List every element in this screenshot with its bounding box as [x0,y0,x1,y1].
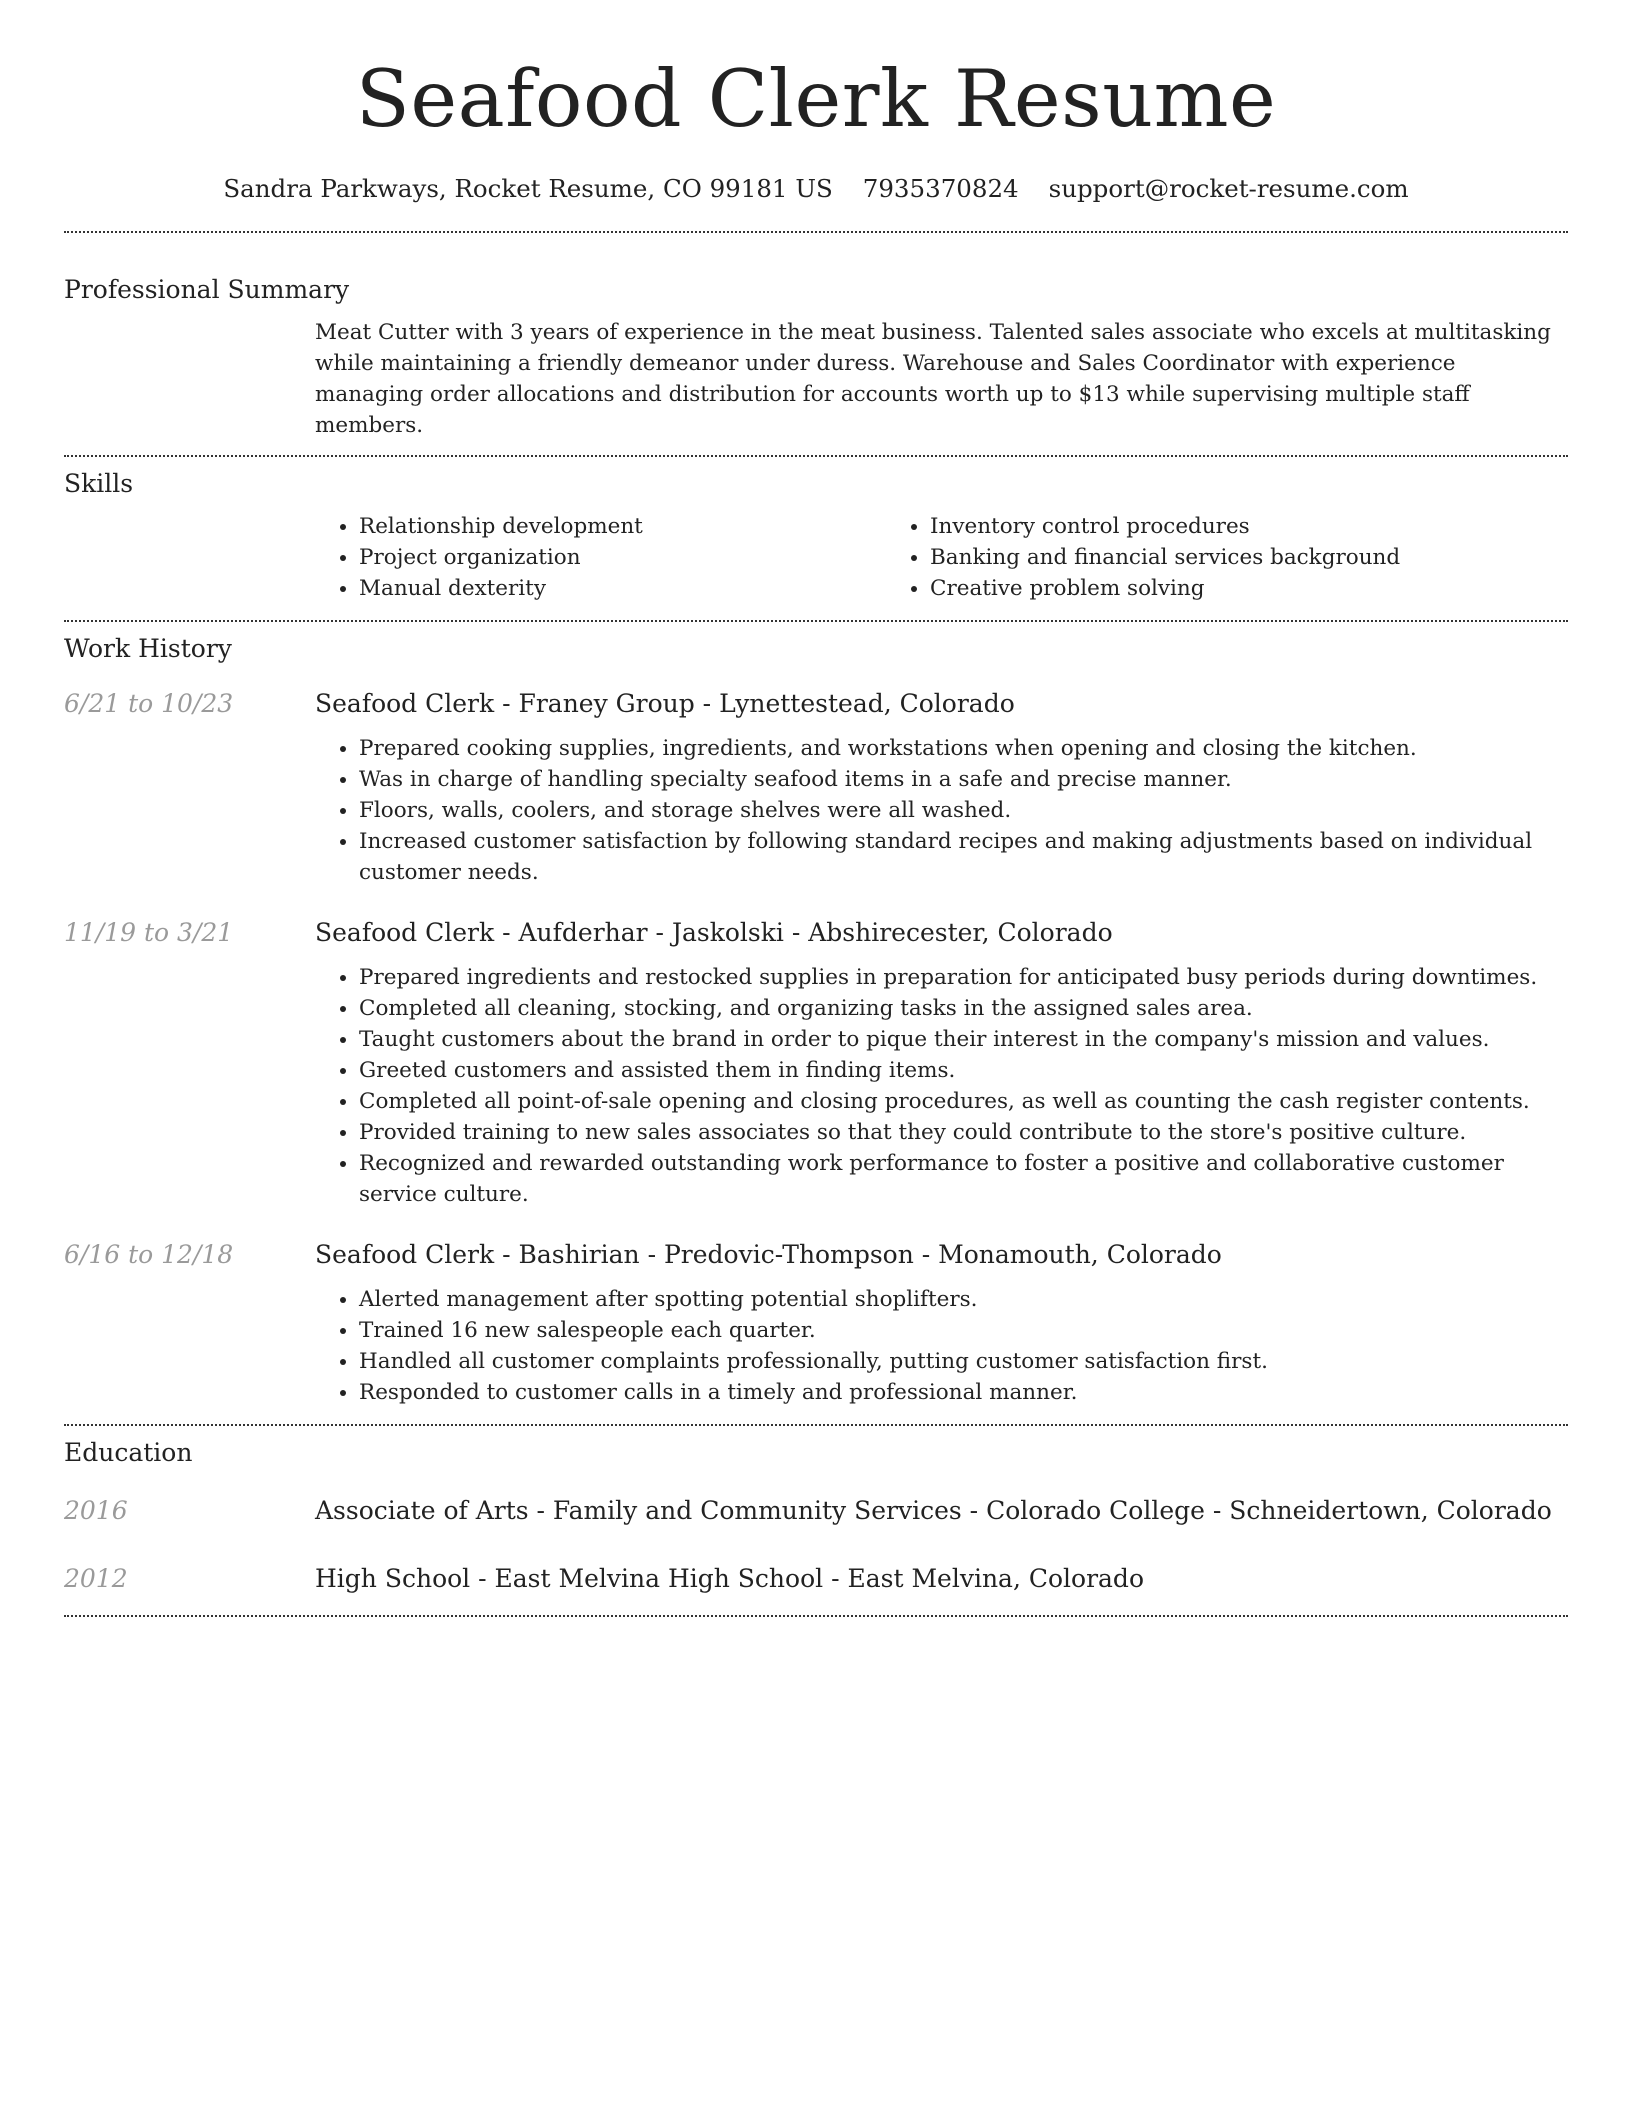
skill-item: • Creative problem solving [930,573,1568,604]
job-bullets [315,733,1568,888]
education-entry [64,1495,1568,1527]
job-entry [64,917,1568,1210]
job-bullet: • Handled all customer complaints professionally, putting customer satisfaction first. [359,1346,1568,1377]
education-year: 2016 [64,1496,128,1525]
section-title-education: Education [64,1438,193,1467]
job-bullets [315,1284,1568,1408]
contact-email: support@rocket-resume.com [1048,174,1409,203]
skills-column-1 [315,511,886,604]
job-title: Seafood Clerk - Bashirian - Predovic-Thompson - Monamouth, Colorado [315,1240,1222,1269]
summary-section [64,274,1568,441]
divider [64,1615,1568,1617]
divider [64,231,1568,233]
education-title: Associate of Arts - Family and Community Services - Colorado College - Schneidertown, Colorado [315,1496,1552,1525]
skill-item: • Project organization [359,542,886,573]
job-bullet: • Greeted customers and assisted them in finding items. [359,1055,1568,1086]
job-bullet: • Prepared cooking supplies, ingredients, and workstations when opening and closing the kitchen. [359,733,1568,764]
work-history-section [64,633,1568,1408]
job-bullet: • Trained 16 new salespeople each quarter. [359,1315,1568,1346]
summary-text: Meat Cutter with 3 years of experience in the meat business. Talented sales associate who excels at multitasking while maintaining a friendly demeanor under duress. Warehouse and Sales Coordinator with experience managing order allocations and distribution for accounts worth up to $13 while supervising multiple staff members. [315,320,1551,438]
section-title-work: Work History [64,634,232,663]
skills-column-2 [886,511,1568,604]
skills-section [64,468,1568,604]
job-bullet: • Responded to customer calls in a timely and professional manner. [359,1377,1568,1408]
job-bullet: • Completed all point-of-sale opening and closing procedures, as well as counting the cash register contents. [359,1086,1568,1117]
job-bullet: • Prepared ingredients and restocked supplies in preparation for anticipated busy periods during downtimes. [359,962,1568,993]
job-title: Seafood Clerk - Aufderhar - Jaskolski - Abshirecester, Colorado [315,918,1113,947]
contact-line [64,174,1568,204]
job-bullet: • Increased customer satisfaction by following standard recipes and making adjustments based on individual customer needs. [359,826,1568,888]
job-bullet: • Completed all cleaning, stocking, and organizing tasks in the assigned sales area. [359,993,1568,1024]
job-bullet: • Was in charge of handling specialty seafood items in a safe and precise manner. [359,764,1568,795]
skill-item: • Inventory control procedures [930,511,1568,542]
job-entry [64,688,1568,888]
education-section [64,1437,1568,1595]
skill-item: • Banking and financial services background [930,542,1568,573]
resume-title: Seafood Clerk Resume [355,53,1277,145]
contact-address: Sandra Parkways, Rocket Resume, CO 99181 US [223,174,833,203]
section-title-skills: Skills [64,469,134,498]
skills-list [315,511,1568,604]
job-bullet: • Alerted management after spotting potential shoplifters. [359,1284,1568,1315]
education-entry [64,1563,1568,1595]
section-title-summary: Professional Summary [64,275,350,304]
contact-phone: 7935370824 [862,174,1019,203]
divider [64,455,1568,457]
job-bullet: • Taught customers about the brand in order to pique their interest in the company's mission and values. [359,1024,1568,1055]
job-dates: 6/21 to 10/23 [64,689,234,718]
job-dates: 11/19 to 3/21 [64,918,234,947]
job-bullets [315,962,1568,1210]
job-title: Seafood Clerk - Franey Group - Lynettestead, Colorado [315,689,1015,718]
job-entry [64,1239,1568,1408]
divider [64,620,1568,622]
job-bullet: • Provided training to new sales associates so that they could contribute to the store's positive culture. [359,1117,1568,1148]
skill-item: • Manual dexterity [359,573,886,604]
skill-item: • Relationship development [359,511,886,542]
job-bullet: • Floors, walls, coolers, and storage shelves were all washed. [359,795,1568,826]
job-bullet: • Recognized and rewarded outstanding work performance to foster a positive and collaborative customer service culture. [359,1148,1568,1210]
job-dates: 6/16 to 12/18 [64,1240,234,1269]
divider [64,1424,1568,1426]
education-year: 2012 [64,1564,128,1593]
education-title: High School - East Melvina High School - East Melvina, Colorado [315,1564,1144,1593]
